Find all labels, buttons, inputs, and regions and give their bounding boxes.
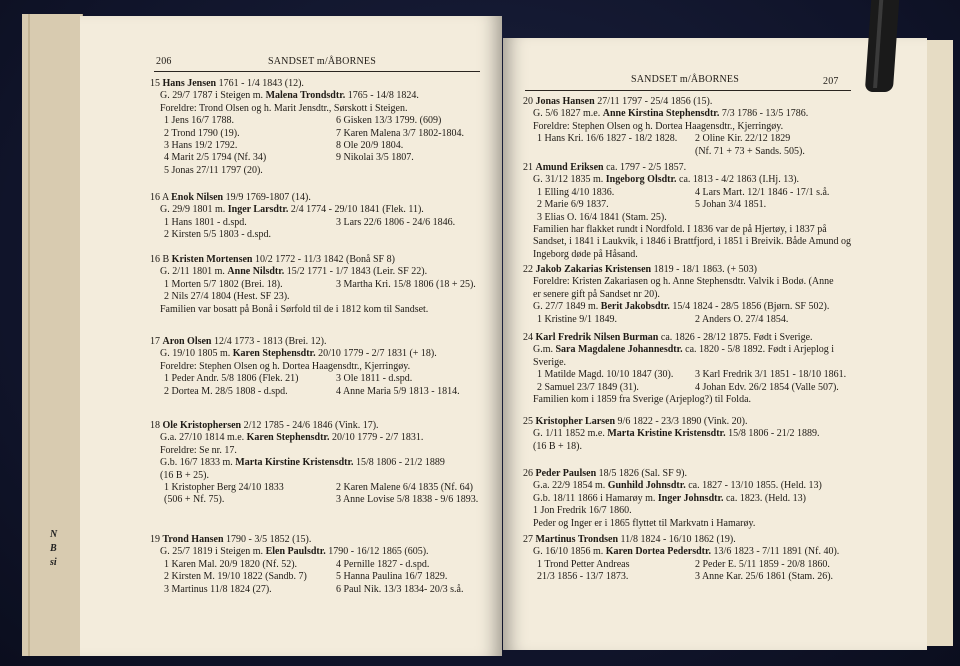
children-row	[150, 386, 460, 398]
children-row	[150, 217, 455, 229]
entry-line: Foreldre: Se nr. 17.	[160, 444, 237, 456]
person-name: Kristopher Larsen	[535, 416, 616, 427]
entry-line: G. 31/12 1835 m. Ingeborg Olsdtr. ca. 1813 - 4/2 1863 (I.Hj. 13).	[533, 174, 800, 186]
person-name: Ole Kristophersen	[162, 420, 242, 431]
person-name: Karen Stephensdtr.	[246, 432, 330, 444]
child-entry: 1 Karen Mal. 20/9 1820 (Nf. 52).	[164, 558, 298, 570]
person-name: Karen Stephensdtr.	[232, 348, 316, 360]
child-entry: (506 + Nf. 75).	[164, 494, 225, 506]
child-entry: 2 Dortea M. 28/5 1808 - d.spd.	[164, 385, 288, 397]
genealogy-entry	[523, 468, 822, 530]
children-row	[150, 571, 464, 583]
entry-line: 18 Ole Kristophersen 2/12 1785 - 24/6 1846 (Vink. 17).	[150, 420, 379, 431]
child-entry: 5 Jonas 27/11 1797 (20).	[164, 164, 263, 176]
entry-line: 27 Martinus Trondsen 11/8 1824 - 16/10 1862 (19).	[523, 534, 736, 545]
child-entry: 3 Karl Fredrik 3/1 1851 - 18/10 1861.	[695, 369, 847, 381]
child-entry: 3 Elias O. 16/4 1841 (Stam. 25).	[537, 211, 667, 223]
entry-line: er senere gift på Sandset nr 20).	[533, 288, 660, 300]
entry-line: Foreldre: Stephen Olsen og h. Dortea Haagensdtr., Kjerringøy.	[533, 120, 784, 132]
children-row	[150, 373, 460, 385]
child-entry: 1 Morten 5/7 1802 (Brei. 18).	[164, 278, 283, 290]
children-row	[150, 115, 464, 127]
person-name: Peder Paulsen	[535, 468, 597, 479]
child-entry: 1 Trond Petter Andreas	[537, 558, 630, 570]
person-name: Jonas Hansen	[535, 96, 595, 107]
children-row	[523, 382, 846, 394]
child-entry: 4 Pernille 1827 - d.spd.	[336, 558, 430, 570]
entry-line: G.m. Sara Magdalene Johannesdtr. ca. 1820 - 5/8 1892. Født i Arjeplog i	[533, 344, 835, 356]
entry-line: 15 Hans Jensen 1761 - 1/4 1843 (12).	[150, 78, 304, 89]
child-entry: 4 Johan Edv. 26/2 1854 (Valle 507).	[695, 381, 839, 393]
children-row	[150, 482, 478, 494]
children-row	[523, 559, 839, 571]
child-entry: 1 Peder Andr. 5/8 1806 (Flek. 21)	[164, 373, 299, 385]
children-row	[150, 128, 464, 140]
margin-text: N B si	[50, 529, 58, 568]
genealogy-entry	[150, 78, 464, 177]
entry-line: G. 25/7 1819 i Steigen m. Elen Paulsdtr. 1790 - 16/12 1865 (605).	[160, 546, 429, 558]
header-rule-left	[154, 71, 480, 72]
children-row	[523, 146, 808, 158]
children-row	[523, 199, 851, 211]
child-entry: 3 Ole 1811 - d.spd.	[336, 373, 413, 385]
person-name: Gunhild Johnsdtr.	[607, 480, 686, 492]
child-entry: 1 Elling 4/10 1836.	[537, 186, 615, 198]
child-entry: 2 Karen Malene 6/4 1835 (Nf. 64)	[336, 482, 473, 494]
genealogy-entry	[523, 162, 851, 261]
entry-line: Familien har flakket rundt i Nordfold. I 1836 var de på Hjertøy, i 1837 på	[533, 224, 827, 236]
person-name: Hans Jensen	[162, 78, 217, 89]
entry-line: (16 B + 18).	[533, 440, 582, 452]
header-rule-right	[525, 90, 851, 91]
child-entry: 1 Kristopher Berg 24/10 1833	[164, 482, 284, 494]
entry-line: 21 Amund Eriksen ca. 1797 - 2/5 1857.	[523, 162, 687, 173]
children-row	[150, 140, 464, 152]
children-row	[150, 229, 455, 241]
child-entry: 2 Kirsten 5/5 1803 - d.spd.	[164, 229, 271, 241]
child-entry: 3 Anne Lovise 5/8 1838 - 9/6 1893.	[336, 494, 479, 506]
person-name: Kristen Mortensen	[171, 254, 253, 265]
person-name: Malena Trondsdtr.	[265, 90, 346, 102]
person-name: Karen Dortea Pedersdtr.	[605, 546, 712, 558]
entry-line: Foreldre: Kristen Zakariasen og h. Anne Stephensdtr. Valvik i Bodø. (Anne	[533, 276, 834, 288]
entry-line: 16 B Kristen Mortensen 10/2 1772 - 11/3 1842 (Bonå SF 8)	[150, 254, 395, 265]
entry-line: G.b. 16/7 1833 m. Marta Kirstine Kristensdtr. 15/8 1806 - 21/2 1889	[160, 457, 445, 469]
entry-line: G. 1/11 1852 m.e. Marta Kristine Kristensdtr. 15/8 1806 - 21/2 1889.	[533, 428, 820, 440]
child-entry: 3 Anne Kar. 25/6 1861 (Stam. 26).	[695, 571, 834, 583]
entry-line: 22 Jakob Zakarias Kristensen 1819 - 18/1 1863. (+ 503)	[523, 264, 757, 275]
genealogy-entry	[523, 332, 846, 406]
entry-line: G.b. 18/11 1866 i Hamarøy m. Inger Johnsdtr. ca. 1823. (Held. 13)	[533, 492, 806, 504]
genealogy-entry	[150, 420, 478, 507]
entry-line: 19 Trond Hansen 1790 - 3/5 1852 (15).	[150, 534, 312, 545]
children-row	[523, 212, 851, 224]
entry-line: G.a. 22/9 1854 m. Gunhild Johnsdtr. ca. 1827 - 13/10 1855. (Held. 13)	[533, 480, 822, 492]
children-row	[150, 559, 464, 571]
entry-line: Familien kom i 1859 fra Sverige (Arjeplog?) til Folda.	[533, 394, 752, 406]
entry-line: Sverige.	[533, 356, 567, 368]
entry-line: 20 Jonas Hansen 27/11 1797 - 25/4 1856 (15).	[523, 96, 713, 107]
children-row	[523, 133, 808, 145]
person-name: Berit Jakobsdtr.	[600, 301, 670, 313]
person-name: Martinus Trondsen	[535, 534, 619, 545]
child-entry: 9 Nikolai 3/5 1807.	[336, 152, 414, 164]
entry-line: 24 Karl Fredrik Nilsen Burman ca. 1826 - 28/12 1875. Født i Sverige.	[523, 332, 813, 343]
running-title-right: SANDSET m/ÅBORNES	[631, 74, 739, 85]
child-entry: 4 Marit 2/5 1794 (Nf. 34)	[164, 152, 267, 164]
person-name: Sara Magdalene Johannesdtr.	[555, 344, 683, 356]
page-number-right: 207	[823, 76, 839, 87]
children-row	[150, 291, 476, 303]
person-name: Trond Hansen	[162, 534, 224, 545]
children-row	[523, 187, 851, 199]
child-entry: 2 Anders O. 27/4 1854.	[695, 313, 789, 325]
child-entry: 5 Hanna Paulina 16/7 1829.	[336, 571, 448, 583]
person-name: Anne Kirstina Stephensdtr.	[602, 108, 720, 120]
entry-line: Sandset, i 1841 i Laukvik, i 1846 i Brattfjord, i 1851 i Breivik. Både Amund og	[533, 236, 852, 248]
child-entry: 4 Anne Maria 5/9 1813 - 1814.	[336, 385, 460, 397]
child-entry: 4 Lars Mart. 12/1 1846 - 17/1 s.å.	[695, 186, 830, 198]
genealogy-entry	[150, 192, 455, 242]
entry-line: G. 19/10 1805 m. Karen Stephensdtr. 20/10 1779 - 2/7 1831 (+ 18).	[160, 348, 437, 360]
children-row	[523, 314, 834, 326]
child-entry: 3 Martinus 11/8 1824 (27).	[164, 583, 272, 595]
person-name: Ingeborg Olsdtr.	[605, 174, 677, 186]
genealogy-entry	[150, 336, 460, 398]
child-entry: 3 Martha Kri. 15/8 1806 (18 + 25).	[336, 278, 476, 290]
entry-line: 16 A Enok Nilsen 19/9 1769-1807 (14).	[150, 192, 311, 203]
child-entry: (Nf. 71 + 73 + Sands. 505).	[695, 145, 805, 157]
person-name: Amund Eriksen	[535, 162, 604, 173]
genealogy-entry	[523, 264, 834, 326]
child-entry: 5 Johan 3/4 1851.	[695, 199, 767, 211]
person-name: Inger Larsdtr.	[227, 204, 289, 216]
entry-line: Foreldre: Trond Olsen og h. Marit Jensdtr., Sørskott i Steigen.	[160, 102, 408, 114]
entry-line: 25 Kristopher Larsen 9/6 1822 - 23/3 1890 (Vink. 20).	[523, 416, 748, 427]
genealogy-entry	[523, 534, 839, 584]
entry-line: (16 B + 25).	[160, 469, 209, 481]
genealogy-entry	[150, 534, 464, 596]
genealogy-entry	[150, 254, 476, 316]
entry-line: G. 16/10 1856 m. Karen Dortea Pedersdtr. 13/6 1823 - 7/11 1891 (Nf. 40).	[533, 546, 840, 558]
child-entry: 6 Paul Nik. 13/3 1834- 20/3 s.å.	[336, 583, 464, 595]
genealogy-entry	[523, 416, 819, 453]
entry-line: G. 2/11 1801 m. Anne Nilsdtr. 15/2 1771 - 1/7 1843 (Leir. SF 22).	[160, 266, 428, 278]
child-entry: 1 Hans 1801 - d.spd.	[164, 216, 247, 228]
entry-line: G. 29/9 1801 m. Inger Larsdtr. 2/4 1774 - 29/10 1841 (Flek. 11).	[160, 204, 424, 216]
person-name: Jakob Zakarias Kristensen	[535, 264, 652, 275]
children-row	[523, 369, 846, 381]
child-entry: 2 Trond 1790 (19).	[164, 127, 240, 139]
entry-line: Peder og Inger er i 1865 flyttet til Markvatn i Hamarøy.	[533, 517, 756, 529]
entry-line: 1 Jon Fredrik 16/7 1860.	[533, 505, 632, 517]
person-name: Marta Kristine Kristensdtr.	[607, 428, 726, 440]
child-entry: 8 Ole 20/9 1804.	[336, 140, 404, 152]
genealogy-entry	[523, 96, 808, 158]
right-page	[503, 38, 927, 650]
person-name: Marta Kirstine Kristensdtr.	[235, 457, 354, 469]
entry-line: 26 Peder Paulsen 18/5 1826 (Sal. SF 9).	[523, 468, 687, 479]
entry-line: G. 5/6 1827 m.e. Anne Kirstina Stephensdtr. 7/3 1786 - 13/5 1786.	[533, 108, 809, 120]
child-entry: 3 Lars 22/6 1806 - 24/6 1846.	[336, 216, 456, 228]
child-entry: 2 Marie 6/9 1837.	[537, 199, 609, 211]
child-entry: 1 Kristine 9/1 1849.	[537, 313, 617, 325]
child-entry: 1 Matilde Magd. 10/10 1847 (30).	[537, 369, 674, 381]
child-entry: 1 Jens 16/7 1788.	[164, 115, 234, 127]
child-entry: 2 Oline Kir. 22/12 1829	[695, 133, 791, 145]
running-title-left: SANDSET m/ÅBORNES	[268, 56, 376, 67]
children-row	[150, 584, 464, 596]
person-name: Elen Paulsdtr.	[265, 546, 326, 558]
children-row	[150, 165, 464, 177]
entry-line: 17 Aron Olsen 12/4 1773 - 1813 (Brei. 12).	[150, 336, 327, 347]
entry-line: G. 27/7 1849 m. Berit Jakobsdtr. 15/4 1824 - 28/5 1856 (Bjørn. SF 502).	[533, 301, 830, 313]
child-entry: 1 Hans Kri. 16/6 1827 - 18/2 1828.	[537, 133, 678, 145]
person-name: Karl Fredrik Nilsen Burman	[535, 332, 659, 343]
child-entry: 2 Samuel 23/7 1849 (31).	[537, 381, 639, 393]
children-row	[150, 279, 476, 291]
child-entry: 2 Nils 27/4 1804 (Hest. SF 23).	[164, 291, 290, 303]
entry-line: Ingeborg døde på Håsand.	[533, 248, 638, 260]
entry-line: Familien var bosatt på Bonå i Sørfold til de i 1812 kom til Sandset.	[160, 303, 429, 315]
children-row	[150, 152, 464, 164]
entry-line: G.a. 27/10 1814 m.e. Karen Stephensdtr. 20/10 1779 - 2/7 1831.	[160, 432, 424, 444]
page-number-left: 206	[156, 56, 172, 67]
children-row	[523, 571, 839, 583]
left-page	[80, 16, 502, 656]
person-name: Aron Olsen	[162, 336, 212, 347]
child-entry: 7 Karen Malena 3/7 1802-1804.	[336, 127, 465, 139]
child-entry: 2 Peder E. 5/11 1859 - 20/8 1860.	[695, 558, 830, 570]
child-entry: 2 Kirsten M. 19/10 1822 (Sandb. 7)	[164, 571, 307, 583]
children-row	[150, 494, 478, 506]
child-entry	[537, 146, 695, 158]
child-entry: 3 Hans 19/2 1792.	[164, 140, 238, 152]
person-name: Inger Johnsdtr.	[657, 492, 724, 504]
entry-line: Foreldre: Stephen Olsen og h. Dortea Haagensdtr., Kjerringøy.	[160, 360, 411, 372]
child-entry: 21/3 1856 - 13/7 1873.	[537, 571, 629, 583]
person-name: Enok Nilsen	[171, 192, 224, 203]
person-name: Anne Nilsdtr.	[227, 266, 285, 278]
entry-line: G. 29/7 1787 i Steigen m. Malena Trondsdtr. 1765 - 14/8 1824.	[160, 90, 419, 102]
child-entry: 6 Gisken 13/3 1799. (609)	[336, 115, 442, 127]
